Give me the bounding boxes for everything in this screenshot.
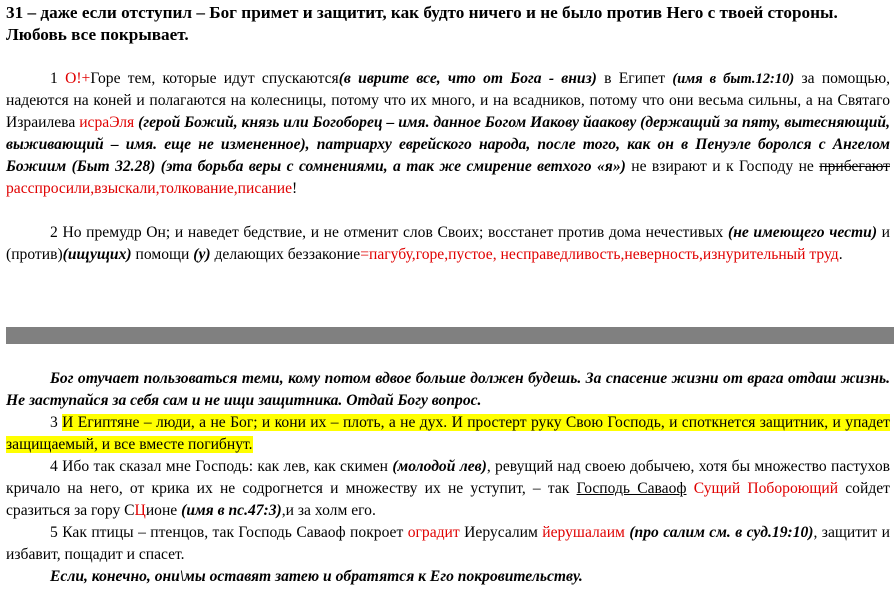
- underlined-term: Господь Саваоф: [576, 480, 687, 497]
- verse-number: 2: [50, 224, 63, 241]
- red-term: оградит: [407, 524, 460, 541]
- verse-text: , защитит и избавит, пощадит и спасет.: [6, 524, 890, 563]
- note: (ищущих): [62, 246, 132, 263]
- red-term: =пагубу,горе,пустое, несправедливость,неверность,изнурительный труд: [360, 246, 839, 263]
- verse-text: ионе: [145, 502, 182, 519]
- struck-word: прибегают: [819, 158, 890, 175]
- verse-number: 1: [50, 70, 66, 87]
- section-divider: [6, 327, 894, 344]
- red-term: йерушалаим: [542, 524, 625, 541]
- verse-text: не взирают и к Господу не: [625, 158, 820, 175]
- outro-note: Если, конечно, они\мы оставят затею и обратятся к Его покровительству.: [50, 568, 583, 585]
- verse-text: Иерусалим: [459, 524, 543, 541]
- verse-4: [6, 456, 890, 522]
- verse-text: и (против): [6, 224, 891, 263]
- section-2: [6, 368, 890, 588]
- verse-text: делающих беззаконие: [210, 246, 361, 263]
- red-term: Сущий Побороющий: [693, 480, 839, 497]
- exclamation-red: О!+: [65, 70, 91, 87]
- verse-number: 5: [50, 524, 63, 541]
- verse-text: ,и за холм его.: [281, 502, 376, 519]
- verse-text: .: [838, 246, 843, 263]
- verse-1: [6, 68, 890, 200]
- note: (не имеющего чести): [728, 224, 878, 241]
- note: (имя в пс.47:3): [181, 502, 282, 519]
- note: (имя в быт.12:10): [672, 71, 795, 87]
- verse-text: помощи: [131, 246, 194, 263]
- verse-number: 3: [50, 414, 63, 431]
- red-term: исраЭля: [79, 114, 135, 131]
- space: [687, 480, 694, 497]
- note: (у): [193, 246, 211, 263]
- verse-5: [6, 522, 890, 566]
- verse-text: сойдет сразиться за гору С: [6, 480, 890, 519]
- verse-2: [6, 222, 890, 266]
- note: (молодой лев): [392, 458, 487, 475]
- verse-text: , ревущий над своею добычею, хотя бы множество пастухов кричало на него, от крика их не содрогнется и множеству их не уступит, – так: [6, 458, 890, 497]
- red-letter: Ц: [134, 502, 146, 519]
- verse-text: в Египет: [596, 70, 673, 87]
- verse-3: [6, 412, 890, 456]
- note: (про салим см. в суд.19:10): [624, 524, 814, 541]
- verse-text: !: [292, 180, 298, 197]
- highlighted-verse-text: И Египтяне – люди, а не Бог; и кони их – плоть, а не дух. И простерт руку Свою Господь, и споткнется защитник, и упадет защищаемый, и все вместе погибнут.: [6, 414, 890, 453]
- red-term: расспросили,взыскали,толкование,писание: [6, 180, 293, 197]
- section-heading: 31 – даже если отступил – Бог примет и защитит, как будто ничего и не было против Него с твоей стороны. Любовь все покрывает.: [6, 3, 838, 44]
- note: (герой Божий, князь или Богоборец – имя. данное Богом Иакову йаакову (держащий за пяту, вытесняющий, выживающий – имя. еще не измененное), патриарху еврейского народа, после того, как он в Пенуэле боролся с Ангелом Божиим (Быт 32.28) (эта борьба веры с сомнениями, а так же смирение ветхого «я»): [6, 114, 891, 175]
- verse-number: 4: [50, 458, 63, 475]
- verse-text: Как птицы – птенцов, так Господь Саваоф покроет: [62, 524, 408, 541]
- verse-text: за помощью, надеются на коней и полагаются на колесницы, потому что их много, и на всадников, потому что они весьма сильны, а на Святаго Израилева: [6, 70, 890, 131]
- verse-text: Ибо так сказал мне Господь: как лев, как скимен: [62, 458, 393, 475]
- note: (в иврите все, что от Бога - вниз): [338, 70, 597, 87]
- intro-note: Бог отучает пользоваться теми, кому потом вдвое больше должен будешь. За спасение жизни от врага отдаш жизнь. Не заступайся за себя сам и не ищи защитника. Отдай Богу вопрос.: [6, 370, 890, 409]
- verse-text: Горе тем, которые идут спускаются: [90, 70, 339, 87]
- verse-text: Но премудр Он; и наведет бедствие, и не отменит слов Своих; восстанет против дома нечестивых: [62, 224, 729, 241]
